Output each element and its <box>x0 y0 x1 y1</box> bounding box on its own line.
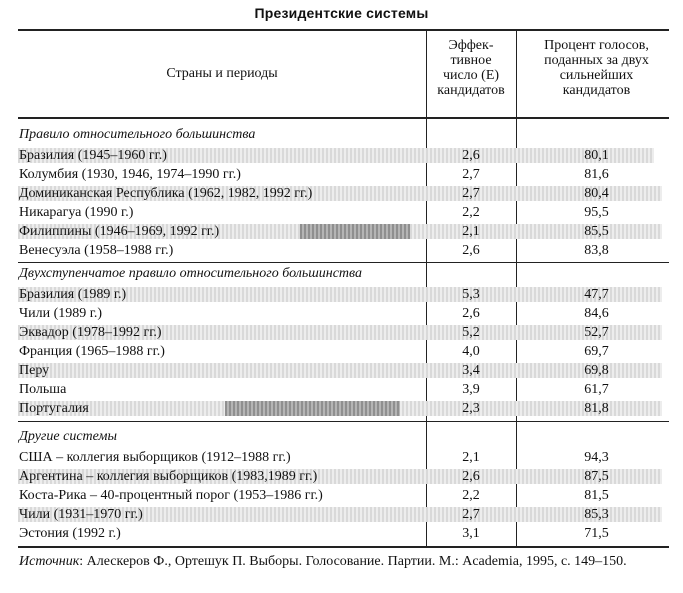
row-shading-dark <box>225 401 400 416</box>
table-row <box>0 285 683 304</box>
effective-number: 5,2 <box>462 325 480 340</box>
source-note <box>19 553 669 571</box>
percent-votes: 61,7 <box>584 382 609 397</box>
effective-number: 2,7 <box>462 186 480 201</box>
table-title: Президентские системы <box>254 5 429 21</box>
percent-votes: 87,5 <box>584 469 609 484</box>
effective-number: 2,7 <box>462 507 480 522</box>
percent-votes: 83,8 <box>584 243 609 258</box>
table-row <box>0 399 683 418</box>
country-period: Аргентина – коллегия выборщиков (1983,1989 гг.) <box>19 469 318 484</box>
header-percent-votes: Процент голосов, поданных за двух сильнейших кандидатов <box>544 38 649 98</box>
effective-number: 4,0 <box>462 344 480 359</box>
country-period: США – коллегия выборщиков (1912–1988 гг.) <box>19 450 291 465</box>
effective-number: 2,6 <box>462 243 480 258</box>
percent-votes: 47,7 <box>584 287 609 302</box>
country-period: Польша <box>19 382 67 397</box>
table-row <box>0 146 683 165</box>
bottom-rule <box>18 546 669 548</box>
table-row <box>0 380 683 399</box>
effective-number: 2,1 <box>462 224 480 239</box>
effective-number: 2,2 <box>462 205 480 220</box>
percent-votes: 85,5 <box>584 224 609 239</box>
table-row <box>0 448 683 467</box>
table-row <box>0 165 683 184</box>
country-period: Эстония (1992 г.) <box>19 526 121 541</box>
country-period: Коста-Рика – 40-процентный порог (1953–1986 гг.) <box>19 488 323 503</box>
effective-number: 3,1 <box>462 526 480 541</box>
country-period: Чили (1931–1970 гг.) <box>19 507 143 522</box>
percent-votes: 80,4 <box>584 186 609 201</box>
source-label: Источник <box>19 554 80 569</box>
table-row <box>0 524 683 543</box>
section-divider <box>18 262 669 263</box>
percent-votes: 81,6 <box>584 167 609 182</box>
source-text: : Алескеров Ф., Ортешук П. Выборы. Голосование. Партии. М.: Academia, 1995, с. 149–150. <box>79 554 627 569</box>
table-row <box>0 222 683 241</box>
effective-number: 2,3 <box>462 401 480 416</box>
percent-votes: 84,6 <box>584 306 609 321</box>
percent-votes: 69,8 <box>584 363 609 378</box>
percent-votes: 52,7 <box>584 325 609 340</box>
country-period: Венесуэла (1958–1988 гг.) <box>19 243 174 258</box>
effective-number: 2,7 <box>462 167 480 182</box>
effective-number: 2,2 <box>462 488 480 503</box>
percent-votes: 95,5 <box>584 205 609 220</box>
table-row <box>0 505 683 524</box>
country-period: Эквадор (1978–1992 гг.) <box>19 325 162 340</box>
section-title: Правило относительного большинства <box>19 127 256 142</box>
table-row <box>0 342 683 361</box>
percent-votes: 81,5 <box>584 488 609 503</box>
row-shading-dark <box>300 224 410 239</box>
country-period: Колумбия (1930, 1946, 1974–1990 гг.) <box>19 167 241 182</box>
effective-number: 3,4 <box>462 363 480 378</box>
country-period: Доминиканская Республика (1962, 1982, 1992 гг.) <box>19 186 313 201</box>
percent-votes: 85,3 <box>584 507 609 522</box>
table-row <box>0 304 683 323</box>
percent-votes: 69,7 <box>584 344 609 359</box>
country-period: Португалия <box>19 401 89 416</box>
country-period: Бразилия (1945–1960 гг.) <box>19 148 167 163</box>
table-row <box>0 184 683 203</box>
percent-votes: 80,1 <box>584 148 609 163</box>
table-row <box>0 323 683 342</box>
table-row <box>0 486 683 505</box>
section-divider <box>18 421 669 422</box>
table-row <box>0 241 683 260</box>
section-title: Двухступенчатое правило относительного большинства <box>19 266 363 281</box>
effective-number: 5,3 <box>462 287 480 302</box>
table-row <box>0 361 683 380</box>
table-row <box>0 203 683 222</box>
effective-number: 2,6 <box>462 469 480 484</box>
header-effective-number: Эффек- тивное число (E) кандидатов <box>437 38 505 98</box>
country-period: Никарагуа (1990 г.) <box>19 205 134 220</box>
effective-number: 2,1 <box>462 450 480 465</box>
effective-number: 2,6 <box>462 306 480 321</box>
section-title: Другие системы <box>19 429 117 444</box>
percent-votes: 94,3 <box>584 450 609 465</box>
table-row <box>0 467 683 486</box>
country-period: Бразилия (1989 г.) <box>19 287 127 302</box>
country-period: Чили (1989 г.) <box>19 306 103 321</box>
percent-votes: 81,8 <box>584 401 609 416</box>
effective-number: 2,6 <box>462 148 480 163</box>
country-period: Филиппины (1946–1969, 1992 гг.) <box>19 224 220 239</box>
percent-votes: 71,5 <box>584 526 609 541</box>
effective-number: 3,9 <box>462 382 480 397</box>
country-period: Франция (1965–1988 гг.) <box>19 344 165 359</box>
top-rule <box>18 29 669 31</box>
country-period: Перу <box>19 363 50 378</box>
header-bottom-rule <box>18 117 669 119</box>
header-countries: Страны и периоды <box>166 66 278 81</box>
